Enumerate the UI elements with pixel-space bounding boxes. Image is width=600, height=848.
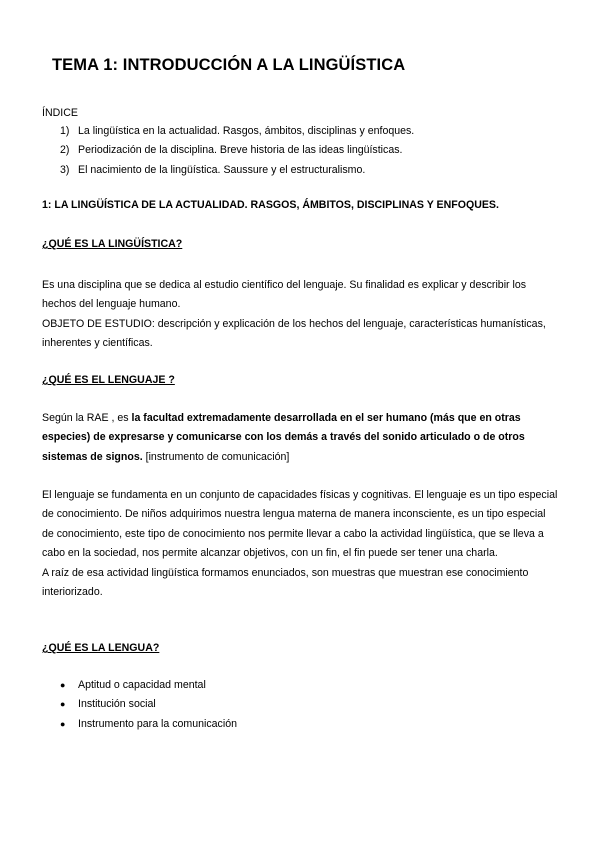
index-item bbox=[60, 161, 414, 180]
rae-definition bbox=[42, 409, 558, 467]
index-list bbox=[60, 122, 414, 180]
bullet-icon: ● bbox=[60, 718, 66, 729]
list-item-text: Instrumento para la comunicación bbox=[78, 717, 237, 730]
bullet-icon: ● bbox=[60, 699, 66, 710]
language-explanation bbox=[42, 486, 558, 602]
index-item-text: El nacimiento de la lingüística. Saussure y el estructuralismo. bbox=[78, 163, 366, 176]
language-features-list bbox=[60, 676, 237, 734]
language-faculty-heading: ¿QUÉ ES EL LENGUAJE ? bbox=[42, 374, 175, 386]
index-item-number: 1) bbox=[60, 125, 70, 137]
index-item-number: 2) bbox=[60, 144, 70, 157]
index-item-number: 3) bbox=[60, 163, 70, 176]
language-utterances-text: A raíz de esa actividad lingüística formamos enunciados, son muestras que muestran ese conocimiento interiorizado. bbox=[42, 566, 529, 599]
rae-definition-paragraph bbox=[42, 409, 558, 467]
linguistics-definition bbox=[42, 276, 558, 354]
index-label: ÍNDICE bbox=[42, 107, 78, 119]
page-title: TEMA 1: INTRODUCCIÓN A LA LINGÜÍSTICA bbox=[52, 56, 406, 74]
list-item bbox=[60, 715, 237, 734]
language-system-heading: ¿QUÉ ES LA LENGUA? bbox=[42, 642, 160, 654]
section-heading: 1: LA LINGÜÍSTICA DE LA ACTUALIDAD. RASGOS, ÁMBITOS, DISCIPLINAS Y ENFOQUES. bbox=[42, 199, 499, 211]
index-item-text: La lingüística en la actualidad. Rasgos, ámbitos, disciplinas y enfoques. bbox=[78, 125, 415, 137]
rae-bold-definition: la facultad extremadamente desarrollada en el ser humano (más que en otras especies) de expresarse y comunicarse con los demás a través del sonido articulado o de otros sistemas de signos. bbox=[42, 412, 525, 463]
linguistics-heading: ¿QUÉ ES LA LINGÜÍSTICA? bbox=[42, 238, 183, 250]
index-item bbox=[60, 122, 414, 141]
rae-tail-text: [instrumento de comunicación] bbox=[142, 450, 290, 463]
list-item bbox=[60, 695, 237, 714]
language-explanation-text: El lenguaje se fundamenta en un conjunto de capacidades físicas y cognitivas. El lenguaje es un tipo especial de conocimiento. De niños adquirimos nuestra lengua materna de manera inconsciente, es un tipo especial de conocimiento, este tipo de conocimiento nos permite llevar a cabo la actividad lingüística, que se lleva a cabo en la sociedad, nos permite alcanzar objetivos, con un fin, el fin puede ser tener una charla. bbox=[42, 489, 558, 560]
rae-intro-text: Según la RAE , es bbox=[42, 412, 132, 424]
list-item-text: Aptitud o capacidad mental bbox=[78, 679, 206, 691]
list-item-text: Institución social bbox=[78, 698, 156, 711]
list-item bbox=[60, 676, 237, 695]
linguistics-definition-text: Es una disciplina que se dedica al estudio científico del lenguaje. Su finalidad es explicar y describir los hechos del lenguaje humano. bbox=[42, 279, 527, 311]
index-item bbox=[60, 141, 414, 160]
bullet-icon: ● bbox=[60, 680, 66, 690]
index-item-text: Periodización de la disciplina. Breve historia de las ideas lingüísticas. bbox=[78, 144, 403, 157]
object-of-study-text: OBJETO DE ESTUDIO: descripción y explicación de los hechos del lenguaje, características humanísticas, inherentes y científicas. bbox=[42, 317, 546, 350]
